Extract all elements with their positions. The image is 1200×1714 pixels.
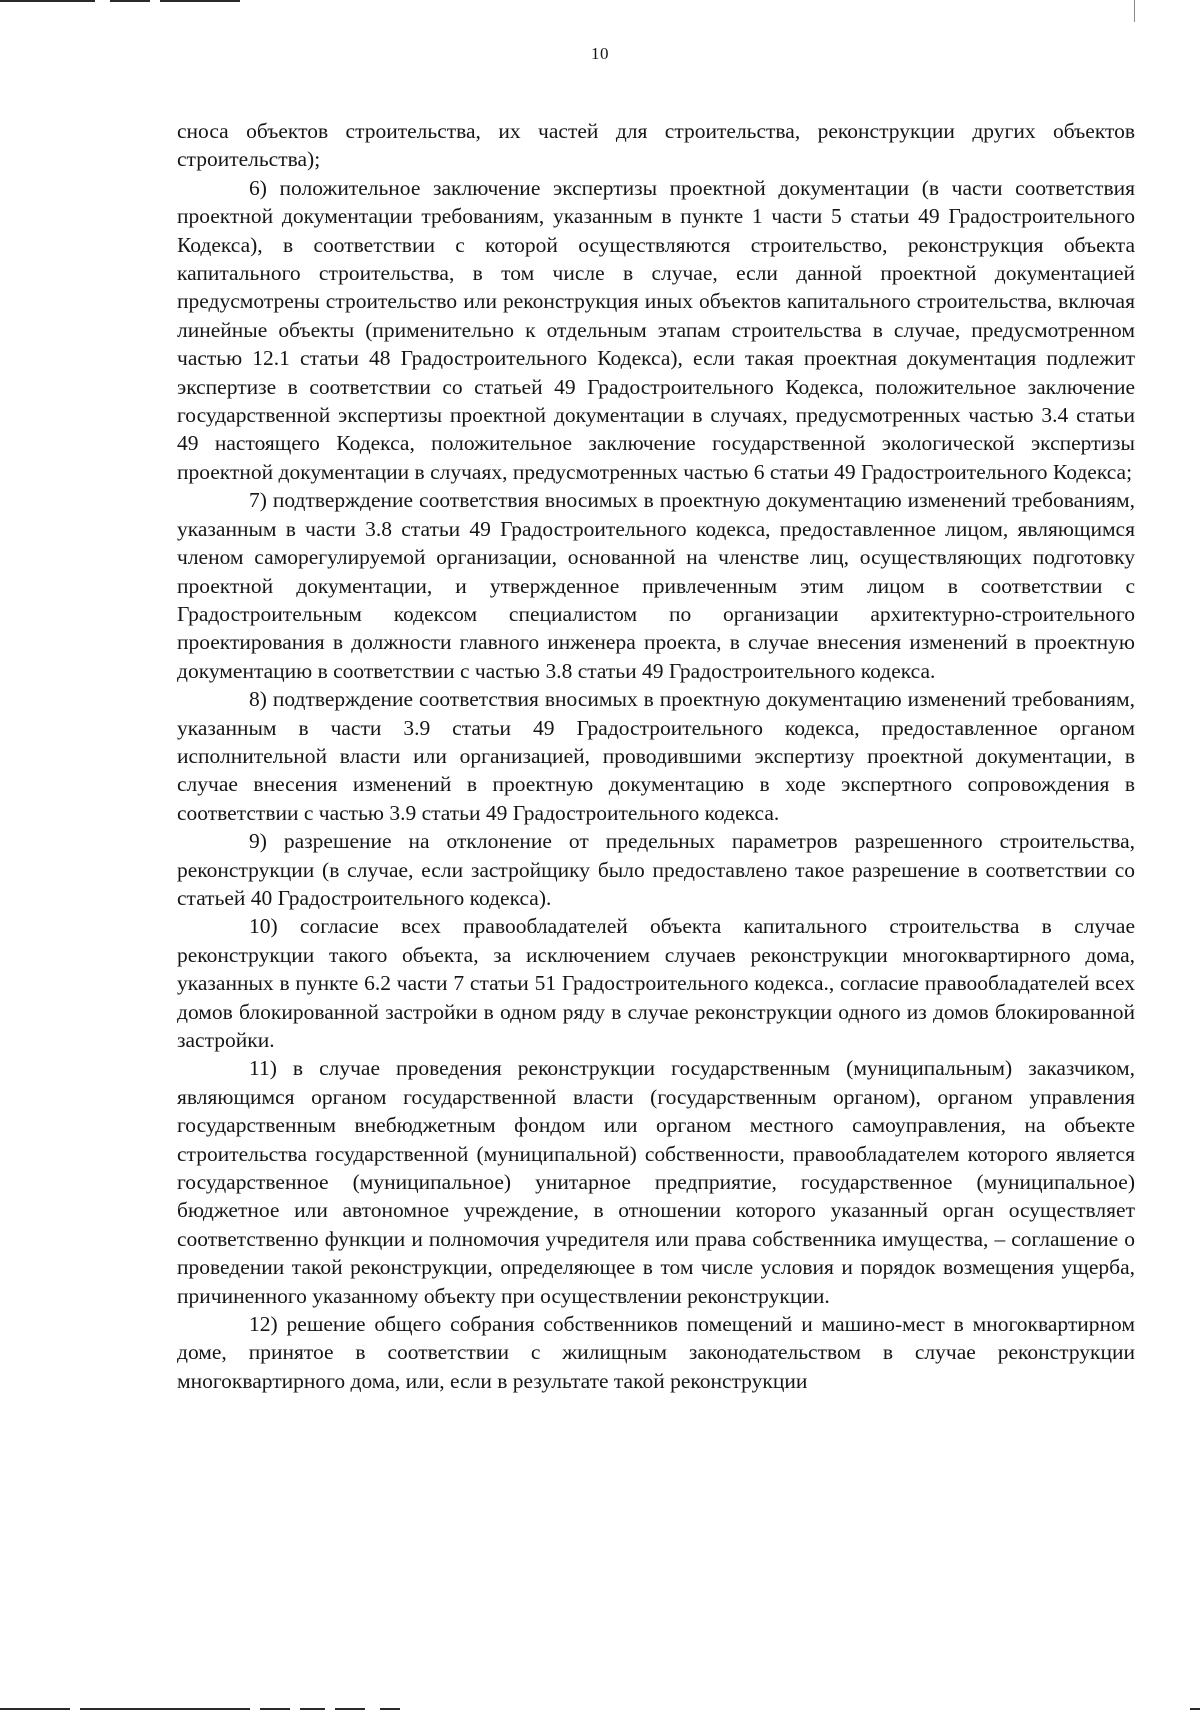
- document-body: [177, 117, 1135, 1395]
- scan-artifact-bottom-7: [1190, 1708, 1200, 1710]
- scan-artifact-top-mid: [110, 0, 150, 2]
- scan-artifact-bottom-3: [260, 1708, 290, 1710]
- paragraph-item-7: 7) подтверждение соответствия вносимых в проектную документацию изменений требованиям, указанным в части 3.8 статьи 49 Градостроительного кодекса, предоставленное лицом, являющимся членом саморегулируемой организации, основанной на членстве лиц, осуществляющих подготовку проектной документации, и утвержденное привлеченным этим лицом в соответствии с Градостроительным кодексом специалистом по организации архитектурно-строительного проектирования в должности главного инженера проекта, в случае внесения изменений в проектную документацию в соответствии с частью 3.8 статьи 49 Градостроительного кодекса.: [177, 488, 1135, 683]
- scan-artifact-bottom-6: [380, 1708, 400, 1710]
- scan-artifact-bottom-5: [335, 1708, 365, 1710]
- paragraph-continuation: сноса объектов строительства, их частей для строительства, реконструкции других объектов строительства);: [177, 119, 1135, 172]
- scan-artifact-top-right: [160, 0, 240, 2]
- scan-artifact-bottom-1: [0, 1708, 70, 1710]
- scan-artifact-bottom-2: [80, 1708, 250, 1710]
- scan-artifact-right-mark: [1134, 0, 1135, 22]
- paragraph-item-9: 9) разрешение на отклонение от предельных параметров разрешенного строительства, реконструкции (в случае, если застройщику было предоставлено такое разрешение в соответствии со статьей 40 Градостроительного кодекса).: [177, 829, 1135, 910]
- page-number: 10: [591, 44, 609, 63]
- paragraph-item-6: 6) положительное заключение экспертизы проектной документации (в части соответствия проектной документации требованиям, указанным в пункте 1 части 5 статьи 49 Градостроительного Кодекса), в соответствии с которой осуществляются строительство, реконструкция объекта капитального строительства, в том числе в случае, если данной проектной документацией предусмотрены строительство или реконструкция иных объектов капитального строительства, включая линейные объекты (применительно к отдельным этапам строительства в случае, предусмотренном частью 12.1 статьи 48 Градостроительного Кодекса), если такая проектная документация подлежит экспертизе в соответствии со статьей 49 Градостроительного Кодекса, положительное заключение государственной экспертизы проектной документации в случаях, предусмотренных частью 3.4 статьи 49 настоящего Кодекса, положительное заключение государственной экологической экспертизы проектной документации в случаях, предусмотренных частью 6 статьи 49 Градостроительного Кодекса;: [177, 175, 1135, 484]
- scan-artifact-bottom-4: [300, 1708, 325, 1710]
- paragraph-item-8: 8) подтверждение соответствия вносимых в проектную документацию изменений требованиям, указанным в части 3.9 статьи 49 Градостроительного кодекса, предоставленное органом исполнительной власти или организацией, проводившими экспертизу проектной документации, в случае внесения изменений в проектную документацию в ходе экспертного сопровождения в соответствии с частью 3.9 статьи 49 Градостроительного кодекса.: [177, 687, 1135, 825]
- paragraph-item-11: 11) в случае проведения реконструкции государственным (муниципальным) заказчиком, являющимся органом государственной власти (государственным органом), органом управления государственным внебюджетным фондом или органом местного самоуправления, на объекте строительства государственной (муниципальной) собственности, правообладателем которого является государственное (муниципальное) унитарное предприятие, государственное (муниципальное) бюджетное или автономное учреждение, в отношении которого указанный орган осуществляет соответственно функции и полномочия учредителя или права собственника имущества, – соглашение о проведении такой реконструкции, определяющее в том числе условия и порядок возмещения ущерба, причиненного указанному объекту при осуществлении реконструкции.: [177, 1056, 1135, 1308]
- paragraph-item-10: 10) согласие всех правообладателей объекта капитального строительства в случае реконструкции такого объекта, за исключением случаев реконструкции многоквартирного дома, указанных в пункте 6.2 части 7 статьи 51 Градостроительного кодекса., согласие правообладателей всех домов блокированной застройки в одном ряду в случае реконструкции одного из домов блокированной застройки.: [177, 914, 1135, 1052]
- scan-artifact-top-left: [0, 0, 95, 2]
- paragraph-item-12: 12) решение общего собрания собственников помещений и машино-мест в многоквартирном доме, принятое в соответствии с жилищным законодательством в случае реконструкции многоквартирного дома, или, если в результате такой реконструкции: [177, 1312, 1135, 1393]
